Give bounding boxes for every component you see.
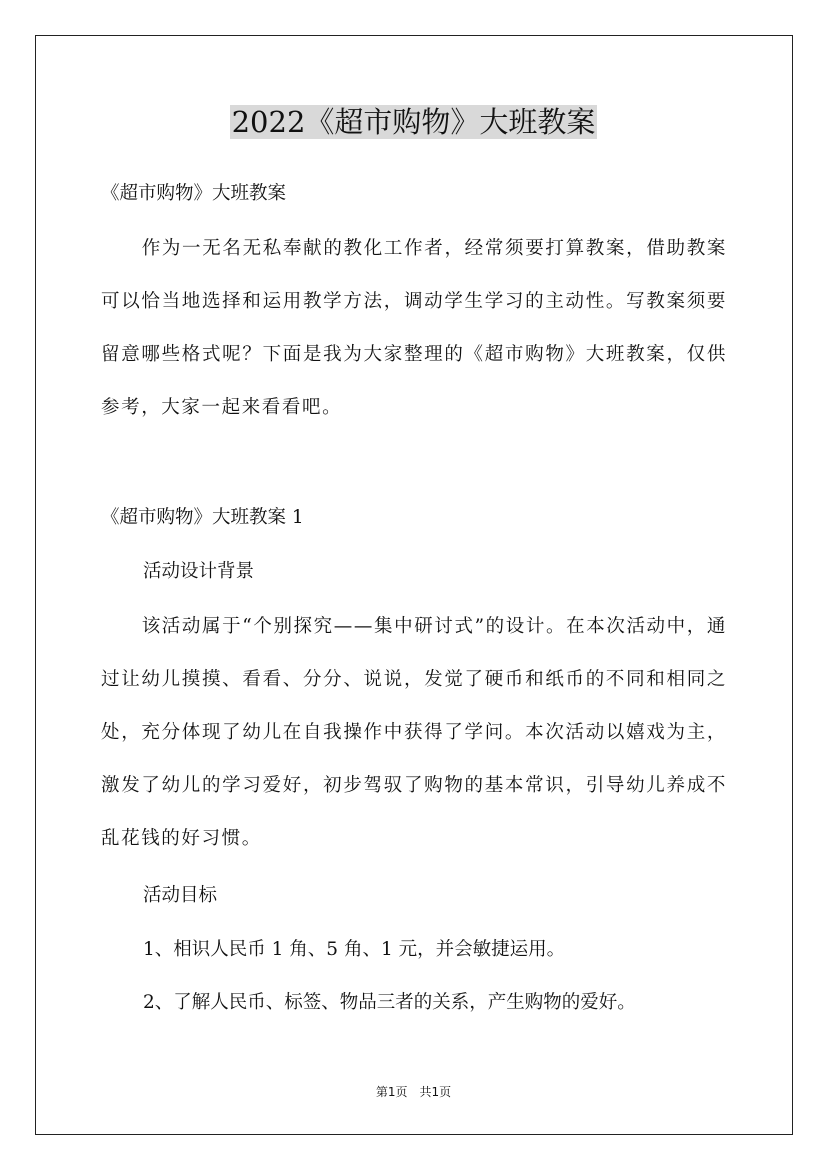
- document-title-text: 2022《超市购物》大班教案: [231, 105, 596, 139]
- document-title: [0, 100, 827, 144]
- section-title: 《超市购物》大班教案 1: [101, 507, 304, 528]
- goals-heading: 活动目标: [143, 885, 218, 906]
- intro-paragraph: 作为一无名无私奉献的教化工作者，经常须要打算教案，借助教案可以恰当地选择和运用教学方法，调动学生学习的主动性。写教案须要留意哪些格式呢？下面是我为大家整理的《超市购物》大班教案，仅供参考，大家一起来看看吧。: [101, 238, 727, 418]
- goal-item-1: 1、相识人民币 1 角、5 角、1 元，并会敏捷运用。: [143, 939, 566, 960]
- goal-item-2: 2、了解人民币、标签、物品三者的关系，产生购物的爱好。: [143, 992, 636, 1013]
- design-background-paragraph: 该活动属于“个别探究——集中研讨式”的设计。在本次活动中，通过让幼儿摸摸、看看、分分、说说，发觉了硬币和纸币的不同和相同之处，充分体现了幼儿在自我操作中获得了学问。本次活动以嬉戏为主，激发了幼儿的学习爱好，初步驾驭了购物的基本常识，引导幼儿养成不乱花钱的好习惯。: [101, 616, 727, 849]
- page-footer: [0, 1083, 827, 1100]
- document-subtitle: 《超市购物》大班教案: [101, 183, 287, 204]
- design-background-heading: 活动设计背景: [143, 561, 255, 582]
- page-number: 第1页 共1页: [375, 1085, 452, 1099]
